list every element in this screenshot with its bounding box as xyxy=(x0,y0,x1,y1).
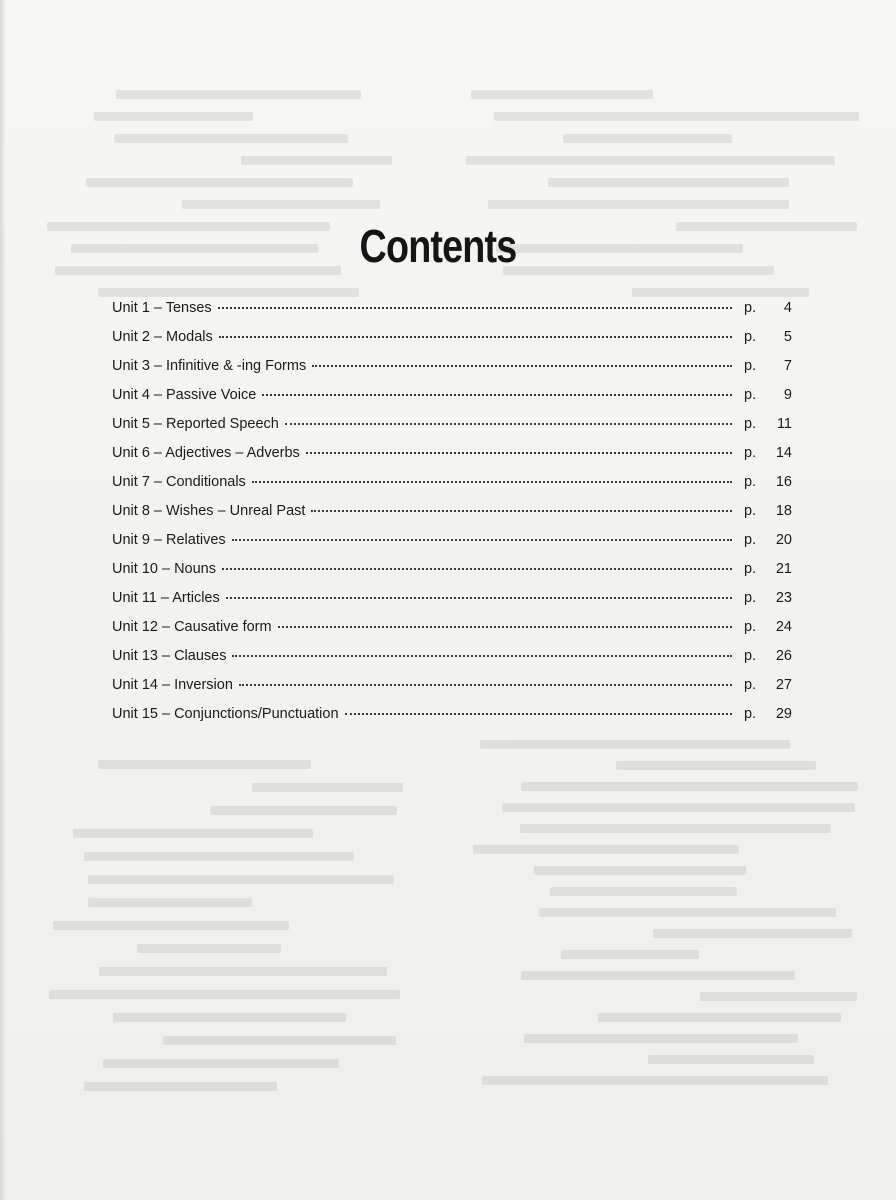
entry-label: Unit 13 – Clauses xyxy=(112,648,227,664)
dot-leader xyxy=(226,597,732,599)
page-number: 16 xyxy=(775,474,792,490)
show-through-line xyxy=(494,112,859,121)
show-through-line xyxy=(88,898,252,907)
contents-entry[interactable] xyxy=(112,677,792,706)
show-through-line xyxy=(563,134,732,143)
dot-leader xyxy=(262,394,732,396)
dot-leader xyxy=(278,626,732,628)
page-number: 26 xyxy=(775,648,792,664)
contents-entry[interactable] xyxy=(112,445,792,474)
dot-leader xyxy=(311,510,732,512)
entry-page: p. 24 xyxy=(744,619,792,635)
entry-page: p. 4 xyxy=(744,300,792,316)
show-through-line xyxy=(539,908,836,917)
show-through-line xyxy=(648,1055,814,1064)
contents-entry[interactable] xyxy=(112,706,792,735)
show-through-line xyxy=(480,740,790,749)
entry-label: Unit 6 – Adjectives – Adverbs xyxy=(112,445,300,461)
contents-entry[interactable] xyxy=(112,416,792,445)
show-through-line xyxy=(99,967,387,976)
contents-entry[interactable] xyxy=(112,590,792,619)
page-number: 20 xyxy=(775,532,792,548)
show-through-line xyxy=(561,950,699,959)
show-through-line xyxy=(137,944,281,953)
show-through-line xyxy=(653,929,852,938)
entry-page: p. 29 xyxy=(744,706,792,722)
show-through-line xyxy=(163,1036,396,1045)
dot-leader xyxy=(312,365,732,367)
page-number: 4 xyxy=(783,300,792,316)
dot-leader xyxy=(218,307,732,309)
entry-page: p. 9 xyxy=(744,387,792,403)
show-through-line xyxy=(98,760,311,769)
show-through-line xyxy=(88,875,394,884)
contents-entry[interactable] xyxy=(112,300,792,329)
page-number: 23 xyxy=(775,590,792,606)
contents-entry[interactable] xyxy=(112,619,792,648)
show-through-line xyxy=(53,921,289,930)
contents-entry[interactable] xyxy=(112,358,792,387)
entry-page: p. 27 xyxy=(744,677,792,693)
entry-page: p. 26 xyxy=(744,648,792,664)
page-number: 11 xyxy=(776,416,792,432)
show-through-line xyxy=(182,200,380,209)
entry-label: Unit 2 – Modals xyxy=(112,329,213,345)
show-through-line xyxy=(210,806,397,815)
show-through-line xyxy=(84,852,354,861)
entry-label: Unit 12 – Causative form xyxy=(112,619,272,635)
show-through-line xyxy=(632,288,809,297)
show-through-line xyxy=(103,1059,339,1068)
show-through-line xyxy=(482,1076,828,1085)
show-through-line xyxy=(471,90,653,99)
page-number: 9 xyxy=(783,387,792,403)
show-through-line xyxy=(550,887,737,896)
page-title: Contents xyxy=(359,219,517,272)
dot-leader xyxy=(219,336,732,338)
show-through-line xyxy=(598,1013,841,1022)
show-through-line xyxy=(520,824,831,833)
show-through-line xyxy=(521,782,858,791)
show-through-line xyxy=(73,829,313,838)
entry-label: Unit 5 – Reported Speech xyxy=(112,416,279,432)
entry-page: p. 11 xyxy=(744,416,792,432)
contents-entry[interactable] xyxy=(112,532,792,561)
page-number: 27 xyxy=(775,677,792,693)
contents-entry[interactable] xyxy=(112,387,792,416)
entry-page: p. 5 xyxy=(744,329,792,345)
entry-label: Unit 1 – Tenses xyxy=(112,300,212,316)
dot-leader xyxy=(345,713,732,715)
show-through-line xyxy=(84,1082,277,1091)
page-number: 29 xyxy=(775,706,792,722)
entry-label: Unit 15 – Conjunctions/Punctuation xyxy=(112,706,339,722)
page-number: 14 xyxy=(775,445,792,461)
dot-leader xyxy=(285,423,732,425)
contents-entry[interactable] xyxy=(112,329,792,358)
show-through-line xyxy=(114,134,348,143)
show-through-line xyxy=(502,803,855,812)
entry-page: p. 23 xyxy=(744,590,792,606)
entry-label: Unit 10 – Nouns xyxy=(112,561,216,577)
entry-label: Unit 14 – Inversion xyxy=(112,677,233,693)
page-number: 24 xyxy=(775,619,792,635)
show-through-line xyxy=(534,866,746,875)
dot-leader xyxy=(232,539,732,541)
show-through-line xyxy=(113,1013,346,1022)
entry-label: Unit 8 – Wishes – Unreal Past xyxy=(112,503,306,519)
show-through-line xyxy=(473,845,739,854)
show-through-line xyxy=(252,783,403,792)
entry-page: p. 21 xyxy=(744,561,792,577)
entry-label: Unit 9 – Relatives xyxy=(112,532,226,548)
page-number: 5 xyxy=(783,329,792,345)
entry-label: Unit 3 – Infinitive & -ing Forms xyxy=(112,358,307,374)
entry-label: Unit 11 – Articles xyxy=(112,590,220,606)
dot-leader xyxy=(239,684,732,686)
entry-label: Unit 4 – Passive Voice xyxy=(112,387,257,403)
show-through-line xyxy=(86,178,353,187)
entry-label: Unit 7 – Conditionals xyxy=(112,474,246,490)
show-through-line xyxy=(466,156,835,165)
entry-page: p. 20 xyxy=(744,532,792,548)
contents-entry[interactable] xyxy=(112,648,792,677)
contents-entry[interactable] xyxy=(112,503,792,532)
show-through-line xyxy=(116,90,361,99)
show-through-line xyxy=(49,990,400,999)
entry-page: p. 16 xyxy=(744,474,792,490)
show-through-line xyxy=(241,156,392,165)
contents-list xyxy=(112,300,792,735)
page-number: 7 xyxy=(783,358,792,374)
show-through-line xyxy=(521,971,795,980)
show-through-line xyxy=(616,761,816,770)
dot-leader xyxy=(232,655,732,657)
contents-entry[interactable] xyxy=(112,561,792,590)
entry-page: p. 14 xyxy=(744,445,792,461)
dot-leader xyxy=(222,568,732,570)
show-through-line xyxy=(548,178,789,187)
contents-entry[interactable] xyxy=(112,474,792,503)
dot-leader xyxy=(306,452,732,454)
entry-page: p. 7 xyxy=(744,358,792,374)
show-through-line xyxy=(700,992,857,1001)
entry-page: p. 18 xyxy=(744,503,792,519)
show-through-line xyxy=(98,288,359,297)
dot-leader xyxy=(252,481,732,483)
show-through-line xyxy=(94,112,253,121)
show-through-line xyxy=(524,1034,798,1043)
page-edge-shadow xyxy=(0,0,6,1200)
show-through-line xyxy=(488,200,789,209)
page-number: 18 xyxy=(775,503,792,519)
page-number: 21 xyxy=(775,561,792,577)
